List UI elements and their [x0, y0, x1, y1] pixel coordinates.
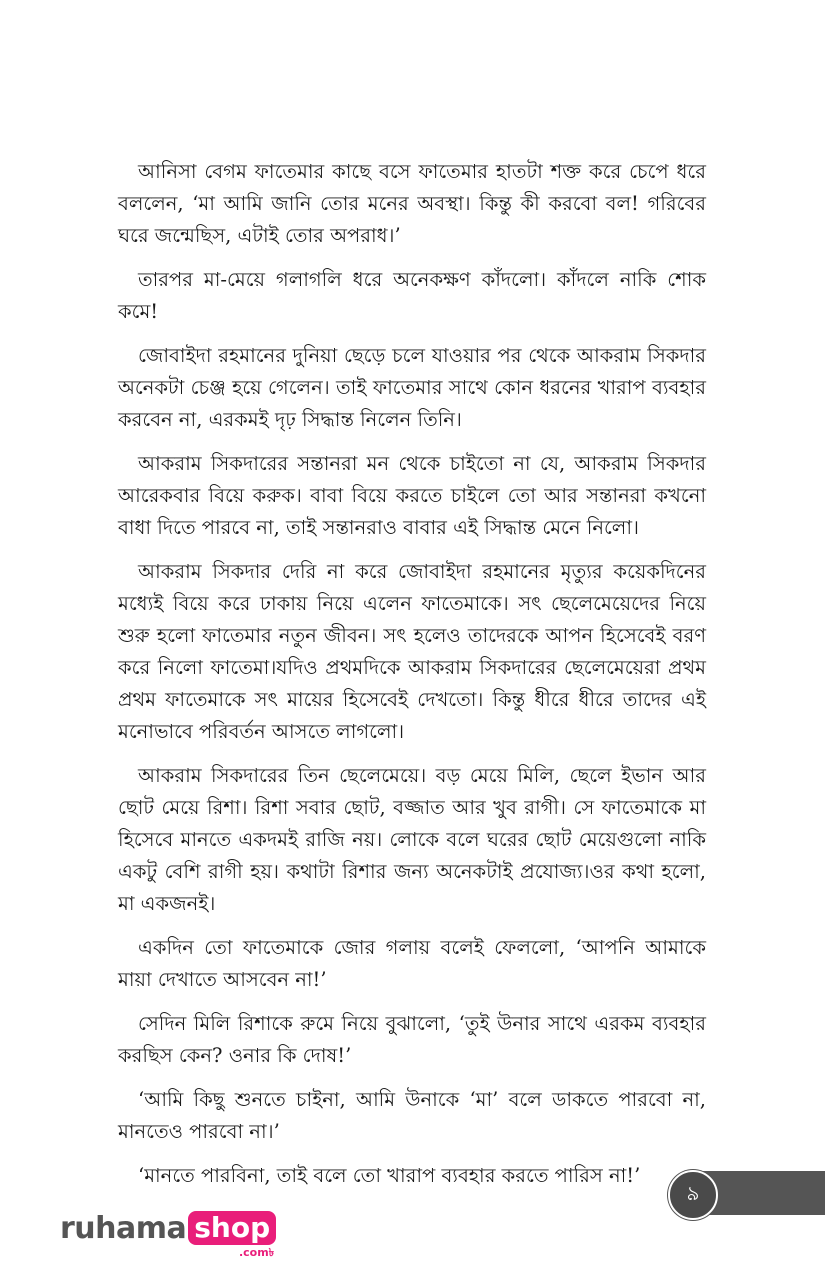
logo-ruhama-text: ruhama: [60, 1211, 187, 1246]
paragraph-5: আকরাম সিকদার দেরি না করে জোবাইদা রহমানের মৃত্যুর কয়েকদিনের মধ্যেই বিয়ে করে ঢাকায় নিয়ে এলেন ফাতেমাকে। সৎ ছেলেমেয়েদের নিয়ে শুরু হলো ফাতেমার নতুন জীবন। সৎ হলেও তাদেরকে আপন হিসেবেই বরণ করে নিলো ফাতেমা।যদিও প্রথমদিকে আকরাম সিকদারের ছেলেমেয়েরা প্রথম প্রথম ফাতেমাকে সৎ মায়ের হিসেবেই দেখতো। কিন্তু ধীরে ধীরে তাদের এই মনোভাবে পরিবর্তন আসতে লাগলো।: [118, 560, 706, 743]
page-body: [118, 156, 706, 1204]
paragraph-6: আকরাম সিকদারের তিন ছেলেমেয়ে। বড় মেয়ে মিলি, ছেলে ইভান আর ছোট মেয়ে রিশা। রিশা সবার ছোট, বজ্জাত আর খুব রাগী। সে ফাতেমাকে মা হিসেবে মানতে একদমই রাজি নয়। লোকে বলে ঘরের ছোট মেয়েগুলো নাকি একটু বেশি রাগী হয়। কথাটা রিশার জন্য অনেকটাই প্রযোজ্য।ওর কথা হলো, মা একজনই।: [118, 764, 706, 915]
paragraph-7: একদিন তো ফাতেমাকে জোর গলায় বলেই ফেললো, ‘আপনি আমাকে মায়া দেখাতে আসবেন না!’: [118, 936, 706, 991]
paragraph-9: ‘আমি কিছু শুনতে চাইনা, আমি উনাকে ‘মা’ বলে ডাকতে পারবো না, মানতেও পারবো না।’: [118, 1088, 706, 1143]
paragraph-4: আকরাম সিকদারের সন্তানরা মন থেকে চাইতো না যে, আকরাম সিকদার আরেকবার বিয়ে করুক। বাবা বিয়ে করতে চাইলে তো আর সন্তানরা কখনো বাধা দিতে পারবে না, তাই সন্তানরাও বাবার এই সিদ্ধান্ত মেনে নিলো।: [118, 452, 706, 539]
page-number-label: ৯: [686, 1180, 700, 1205]
logo-com-text: .com৳: [238, 1246, 275, 1259]
paragraph-2: তারপর মা-মেয়ে গলাগলি ধরে অনেকক্ষণ কাঁদলো। কাঁদলে নাকি শোক কমে!: [118, 268, 706, 323]
paragraph-10: ‘মানতে পারবিনা, তাই বলে তো খারাপ ব্যবহার করতে পারিস না!’: [138, 1164, 641, 1187]
page-number: [668, 1170, 718, 1220]
paragraph-3: জোবাইদা রহমানের দুনিয়া ছেড়ে চলে যাওয়ার পর থেকে আকরাম সিকদার অনেকটা চেঞ্জ হয়ে গেলেন। তাই ফাতেমার সাথে কোন ধরনের খারাপ ব্যবহার করবেন না, এরকমই দৃঢ় সিদ্ধান্ত নিলেন তিনি।: [118, 344, 706, 431]
paragraph-8: সেদিন মিলি রিশাকে রুমে নিয়ে বুঝালো, ‘তুই উনার সাথে এরকম ব্যবহার করছিস কেন? ওনার কি দোষ!’: [118, 1012, 706, 1067]
paragraph-1: আনিসা বেগম ফাতেমার কাছে বসে ফাতেমার হাতটা শক্ত করে চেপে ধরে বললেন, ‘মা আমি জানি তোর মনের অবস্থা। কিন্তু কী করবো বল! গরিবের ঘরে জন্মেছিস, এটাই তোর অপরাধ।’: [118, 160, 706, 247]
logo-shop-badge: [188, 1211, 276, 1259]
logo-shop-text: shop: [188, 1211, 276, 1245]
ruhamashop-logo: [60, 1211, 276, 1259]
